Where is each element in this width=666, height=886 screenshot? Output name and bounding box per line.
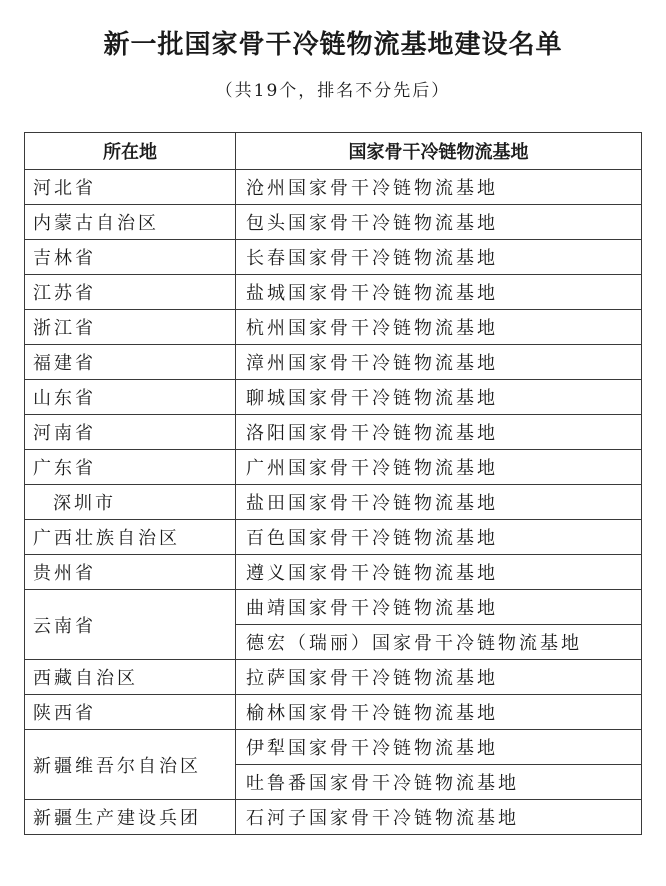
base-cell: 沧州国家骨干冷链物流基地 xyxy=(236,170,642,205)
location-cell: 内蒙古自治区 xyxy=(25,205,236,240)
location-cell: 吉林省 xyxy=(25,240,236,275)
table-row xyxy=(25,730,642,765)
table-row xyxy=(25,380,642,415)
page-title: 新一批国家骨干冷链物流基地建设名单 xyxy=(103,30,563,60)
base-cell: 长春国家骨干冷链物流基地 xyxy=(236,240,642,275)
base-cell: 广州国家骨干冷链物流基地 xyxy=(236,450,642,485)
location-cell: 陕西省 xyxy=(25,695,236,730)
location-cell: 浙江省 xyxy=(25,310,236,345)
table-row xyxy=(25,415,642,450)
base-cell: 榆林国家骨干冷链物流基地 xyxy=(236,695,642,730)
table-row xyxy=(25,205,642,240)
location-cell: 河南省 xyxy=(25,415,236,450)
base-cell: 德宏（瑞丽）国家骨干冷链物流基地 xyxy=(236,625,642,660)
table-row xyxy=(25,590,642,625)
location-cell: 新疆维吾尔自治区 xyxy=(25,730,236,800)
base-cell: 曲靖国家骨干冷链物流基地 xyxy=(236,590,642,625)
base-cell: 石河子国家骨干冷链物流基地 xyxy=(236,800,642,835)
table-header-row xyxy=(25,133,642,170)
location-cell: 福建省 xyxy=(25,345,236,380)
base-cell: 伊犁国家骨干冷链物流基地 xyxy=(236,730,642,765)
location-cell: 河北省 xyxy=(25,170,236,205)
table-row xyxy=(25,695,642,730)
location-cell: 贵州省 xyxy=(25,555,236,590)
base-cell: 盐田国家骨干冷链物流基地 xyxy=(236,485,642,520)
table-row xyxy=(25,485,642,520)
location-cell: 深圳市 xyxy=(25,485,236,520)
table-row xyxy=(25,555,642,590)
base-cell: 盐城国家骨干冷链物流基地 xyxy=(236,275,642,310)
base-cell: 吐鲁番国家骨干冷链物流基地 xyxy=(236,765,642,800)
page-subtitle: （共19个，排名不分先后） xyxy=(215,81,451,101)
base-cell: 拉萨国家骨干冷链物流基地 xyxy=(236,660,642,695)
table-row xyxy=(25,660,642,695)
table-body xyxy=(25,170,642,835)
base-cell: 洛阳国家骨干冷链物流基地 xyxy=(236,415,642,450)
location-cell: 云南省 xyxy=(25,590,236,660)
column-header-location: 所在地 xyxy=(25,133,236,170)
table-row xyxy=(25,275,642,310)
location-cell: 广西壮族自治区 xyxy=(25,520,236,555)
base-cell: 杭州国家骨干冷链物流基地 xyxy=(236,310,642,345)
location-cell: 广东省 xyxy=(25,450,236,485)
location-cell: 江苏省 xyxy=(25,275,236,310)
table-row xyxy=(25,310,642,345)
table-row xyxy=(25,240,642,275)
table-row xyxy=(25,520,642,555)
base-cell: 遵义国家骨干冷链物流基地 xyxy=(236,555,642,590)
column-header-base: 国家骨干冷链物流基地 xyxy=(236,133,642,170)
base-cell: 漳州国家骨干冷链物流基地 xyxy=(236,345,642,380)
base-cell: 聊城国家骨干冷链物流基地 xyxy=(236,380,642,415)
cold-chain-base-table xyxy=(24,132,642,835)
table-row xyxy=(25,170,642,205)
base-cell: 百色国家骨干冷链物流基地 xyxy=(236,520,642,555)
table-row xyxy=(25,800,642,835)
location-cell: 西藏自治区 xyxy=(25,660,236,695)
base-cell: 包头国家骨干冷链物流基地 xyxy=(236,205,642,240)
table-row xyxy=(25,345,642,380)
location-cell: 新疆生产建设兵团 xyxy=(25,800,236,835)
location-cell: 山东省 xyxy=(25,380,236,415)
table-row xyxy=(25,450,642,485)
